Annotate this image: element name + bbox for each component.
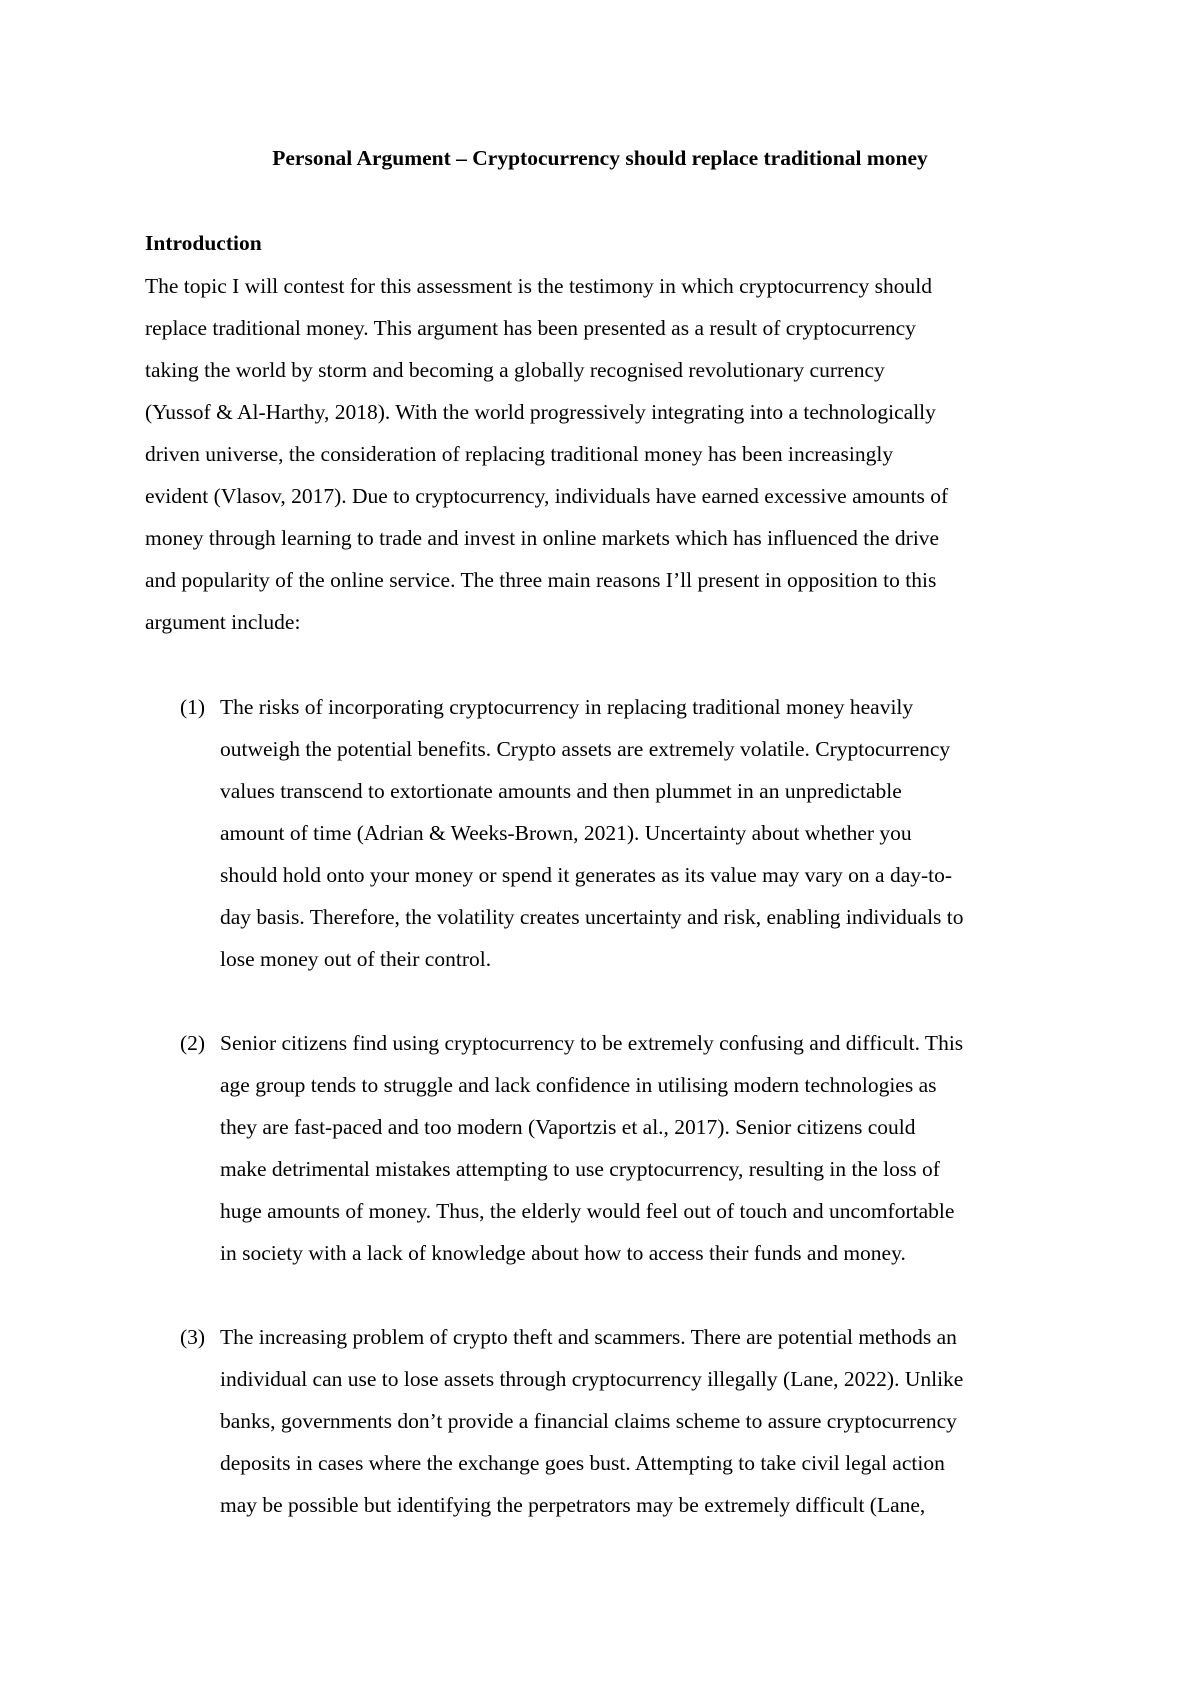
list-item-line: age group tends to struggle and lack confidence in utilising modern technologies as — [220, 1073, 937, 1097]
list-item-line: outweigh the potential benefits. Crypto assets are extremely volatile. Cryptocurrency — [220, 737, 951, 761]
list-item-line: make detrimental mistakes attempting to use cryptocurrency, resulting in the loss of — [220, 1157, 940, 1181]
paragraph-line: (Yussof & Al-Harthy, 2018). With the world progressively integrating into a technologically — [145, 400, 936, 424]
document-title: Personal Argument – Cryptocurrency should replace traditional money — [272, 146, 928, 170]
list-item-line: they are fast-paced and too modern (Vaportzis et al., 2017). Senior citizens could — [220, 1115, 916, 1139]
list-item-line: The increasing problem of crypto theft and scammers. There are potential methods an — [220, 1325, 957, 1349]
paragraph-line: evident (Vlasov, 2017). Due to cryptocurrency, individuals have earned excessive amounts of — [145, 484, 949, 508]
list-item-line: day basis. Therefore, the volatility creates uncertainty and risk, enabling individuals to — [220, 905, 964, 929]
list-item-line: The risks of incorporating cryptocurrency in replacing traditional money heavily — [220, 695, 914, 719]
list-item-line: deposits in cases where the exchange goes bust. Attempting to take civil legal action — [220, 1451, 945, 1475]
paragraph-line: money through learning to trade and invest in online markets which has influenced the drive — [145, 526, 940, 550]
list-item-line: huge amounts of money. Thus, the elderly would feel out of touch and uncomfortable — [220, 1199, 955, 1223]
list-item-line: Senior citizens find using cryptocurrency to be extremely confusing and difficult. This — [220, 1031, 964, 1055]
list-item-line: may be possible but identifying the perpetrators may be extremely difficult (Lane, — [220, 1493, 926, 1517]
list-number: (1) — [180, 695, 206, 719]
list-item-line: lose money out of their control. — [220, 947, 492, 971]
paragraph-line: driven universe, the consideration of replacing traditional money has been increasingly — [145, 442, 894, 466]
list-item-line: amount of time (Adrian & Weeks-Brown, 2021). Uncertainty about whether you — [220, 821, 912, 845]
list-item-line: values transcend to extortionate amounts and then plummet in an unpredictable — [220, 779, 902, 803]
list-item-line: individual can use to lose assets through cryptocurrency illegally (Lane, 2022). Unlike — [220, 1367, 964, 1391]
paragraph-line: argument include: — [145, 610, 301, 634]
paragraph-line: replace traditional money. This argument has been presented as a result of cryptocurrency — [145, 316, 916, 340]
list-number: (2) — [180, 1031, 206, 1055]
list-item-line: banks, governments don’t provide a financial claims scheme to assure cryptocurrency — [220, 1409, 957, 1433]
paragraph-line: taking the world by storm and becoming a globally recognised revolutionary currency — [145, 358, 885, 382]
list-item-line: in society with a lack of knowledge about how to access their funds and money. — [220, 1241, 906, 1265]
paragraph-line: The topic I will contest for this assessment is the testimony in which cryptocurrency should — [145, 274, 932, 298]
list-number: (3) — [180, 1325, 206, 1349]
paragraph-line: and popularity of the online service. The three main reasons I’ll present in opposition to this — [145, 568, 937, 592]
section-heading-introduction: Introduction — [145, 231, 262, 255]
list-item-line: should hold onto your money or spend it generates as its value may vary on a day-to- — [220, 863, 953, 887]
